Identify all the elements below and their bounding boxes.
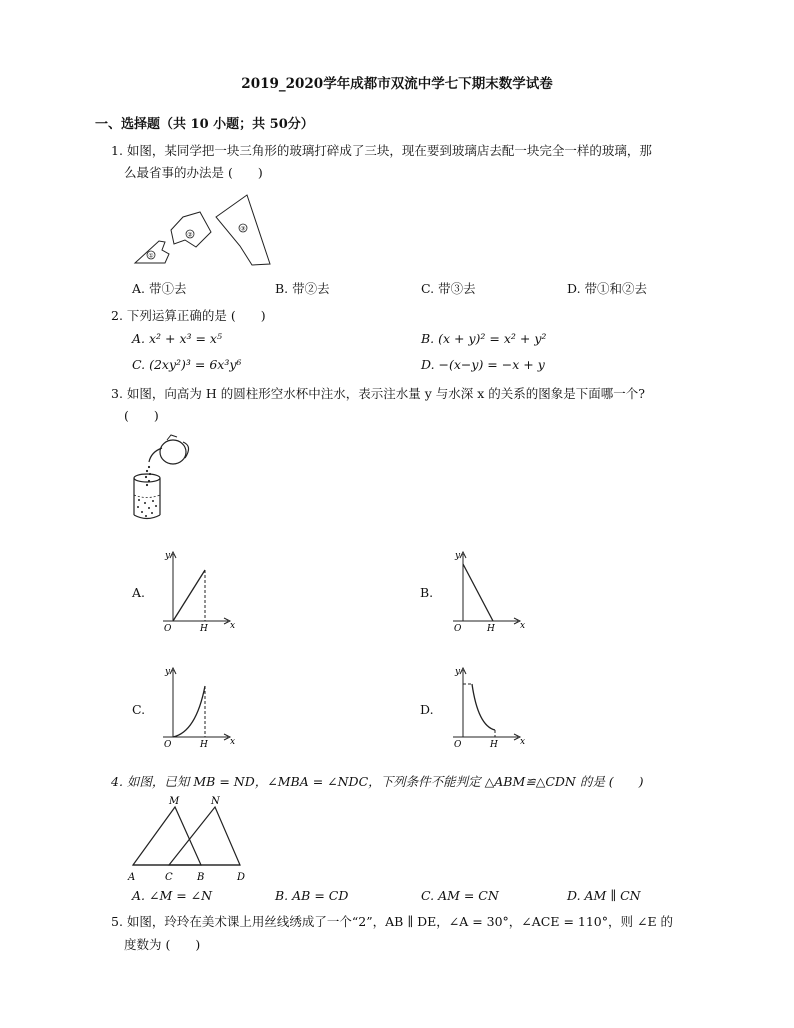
point-c-label: C bbox=[165, 872, 173, 883]
page-title: 2019_2020学年成都市双流中学七下期末数学试卷 bbox=[241, 76, 553, 92]
origin-label: O bbox=[164, 624, 172, 634]
origin-label: O bbox=[164, 740, 172, 750]
h-tick-label: H bbox=[200, 740, 208, 750]
glass-piece-1-label: ① bbox=[148, 252, 154, 260]
q4-option-d: D. AM ∥ CN bbox=[567, 888, 641, 903]
y-axis-label: y bbox=[165, 551, 171, 561]
x-axis-label: x bbox=[230, 621, 236, 631]
x-axis-label: x bbox=[520, 621, 526, 631]
q1-option-d: D. 带①和②去 bbox=[567, 281, 648, 296]
glass-piece-2-label: ② bbox=[187, 231, 193, 239]
q2-option-a: A. x² + x³ = x⁵ bbox=[132, 331, 222, 346]
triangle-abm bbox=[133, 807, 201, 865]
q4-option-c: C. AM = CN bbox=[421, 888, 499, 903]
graph-curve bbox=[472, 684, 495, 730]
point-d-label: D bbox=[237, 872, 246, 883]
section-heading: 一、选择题（共 10 小题；共 50分） bbox=[95, 117, 314, 132]
q1-broken-glass-figure bbox=[125, 190, 285, 275]
q3-option-b-letter: B. bbox=[420, 585, 434, 600]
q2-option-d: D. −(x−y) = −x + y bbox=[421, 357, 545, 372]
h-tick-label: H bbox=[487, 624, 495, 634]
y-axis-label: y bbox=[455, 667, 461, 677]
q3-graph-a bbox=[158, 548, 238, 633]
point-n-label: N bbox=[211, 796, 220, 807]
q3-stem-line2: ( ) bbox=[124, 408, 159, 423]
q3-cup-figure bbox=[125, 432, 200, 527]
point-m-label: M bbox=[169, 796, 180, 807]
q1-option-b: B. 带②去 bbox=[275, 281, 330, 296]
origin-label: O bbox=[454, 624, 462, 634]
y-axis-label: y bbox=[165, 667, 171, 677]
teapot-icon bbox=[149, 435, 189, 464]
y-axis-label: y bbox=[455, 551, 461, 561]
cylinder-cup-icon bbox=[134, 474, 160, 519]
water-stream bbox=[145, 466, 151, 486]
h-tick-label: H bbox=[490, 740, 498, 750]
q1-option-a: A. 带①去 bbox=[132, 281, 187, 296]
q4-stem: 4. 如图，已知 MB = ND，∠MBA = ∠NDC，下列条件不能判定 △ABM≌△CDN 的是 ( ) bbox=[111, 774, 644, 789]
q3-option-a-letter: A. bbox=[132, 585, 146, 600]
q2-option-b: B. (x + y)² = x² + y² bbox=[421, 331, 547, 346]
triangle-cdn bbox=[169, 807, 240, 865]
q4-option-a: A. ∠M = ∠N bbox=[132, 888, 213, 903]
q5-stem-line2: 度数为 ( ) bbox=[124, 937, 201, 952]
q3-stem-line1: 3. 如图，向高为 H 的圆柱形空水杯中注水，表示注水量 y 与水深 x 的关系的图象是下面哪一个? bbox=[111, 386, 645, 401]
x-axis-label: x bbox=[230, 737, 236, 747]
q1-stem-line1: 1. 如图，某同学把一块三角形的玻璃打碎成了三块，现在要到玻璃店去配一块完全一样的玻璃，那 bbox=[111, 143, 652, 158]
x-axis-label: x bbox=[520, 737, 526, 747]
glass-piece-2 bbox=[171, 212, 211, 247]
q4-option-b: B. AB = CD bbox=[275, 888, 349, 903]
q3-option-d-letter: D. bbox=[420, 702, 434, 717]
q2-stem: 2. 下列运算正确的是 ( ) bbox=[111, 308, 266, 323]
point-b-label: B bbox=[197, 872, 205, 883]
h-tick-label: H bbox=[200, 624, 208, 634]
q4-triangle-figure bbox=[125, 793, 255, 885]
origin-label: O bbox=[454, 740, 462, 750]
q3-graph-d bbox=[448, 664, 528, 749]
q3-graph-b bbox=[448, 548, 528, 633]
q2-option-c: C. (2xy²)³ = 6x³y⁶ bbox=[132, 357, 242, 372]
q5-stem-line1: 5. 如图，玲玲在美术课上用丝线绣成了一个“2”，AB ∥ DE，∠A = 30°，∠ACE = 110°，则 ∠E 的 bbox=[111, 914, 674, 929]
graph-curve bbox=[463, 564, 493, 621]
graph-curve bbox=[173, 686, 205, 737]
point-a-label: A bbox=[128, 872, 136, 883]
graph-curve bbox=[173, 570, 205, 621]
glass-piece-3-label: ③ bbox=[240, 225, 246, 233]
q1-option-c: C. 带③去 bbox=[421, 281, 476, 296]
q1-stem-line2: 么最省事的办法是 ( ) bbox=[124, 165, 263, 180]
q3-option-c-letter: C. bbox=[132, 702, 146, 717]
q3-graph-c bbox=[158, 664, 238, 749]
